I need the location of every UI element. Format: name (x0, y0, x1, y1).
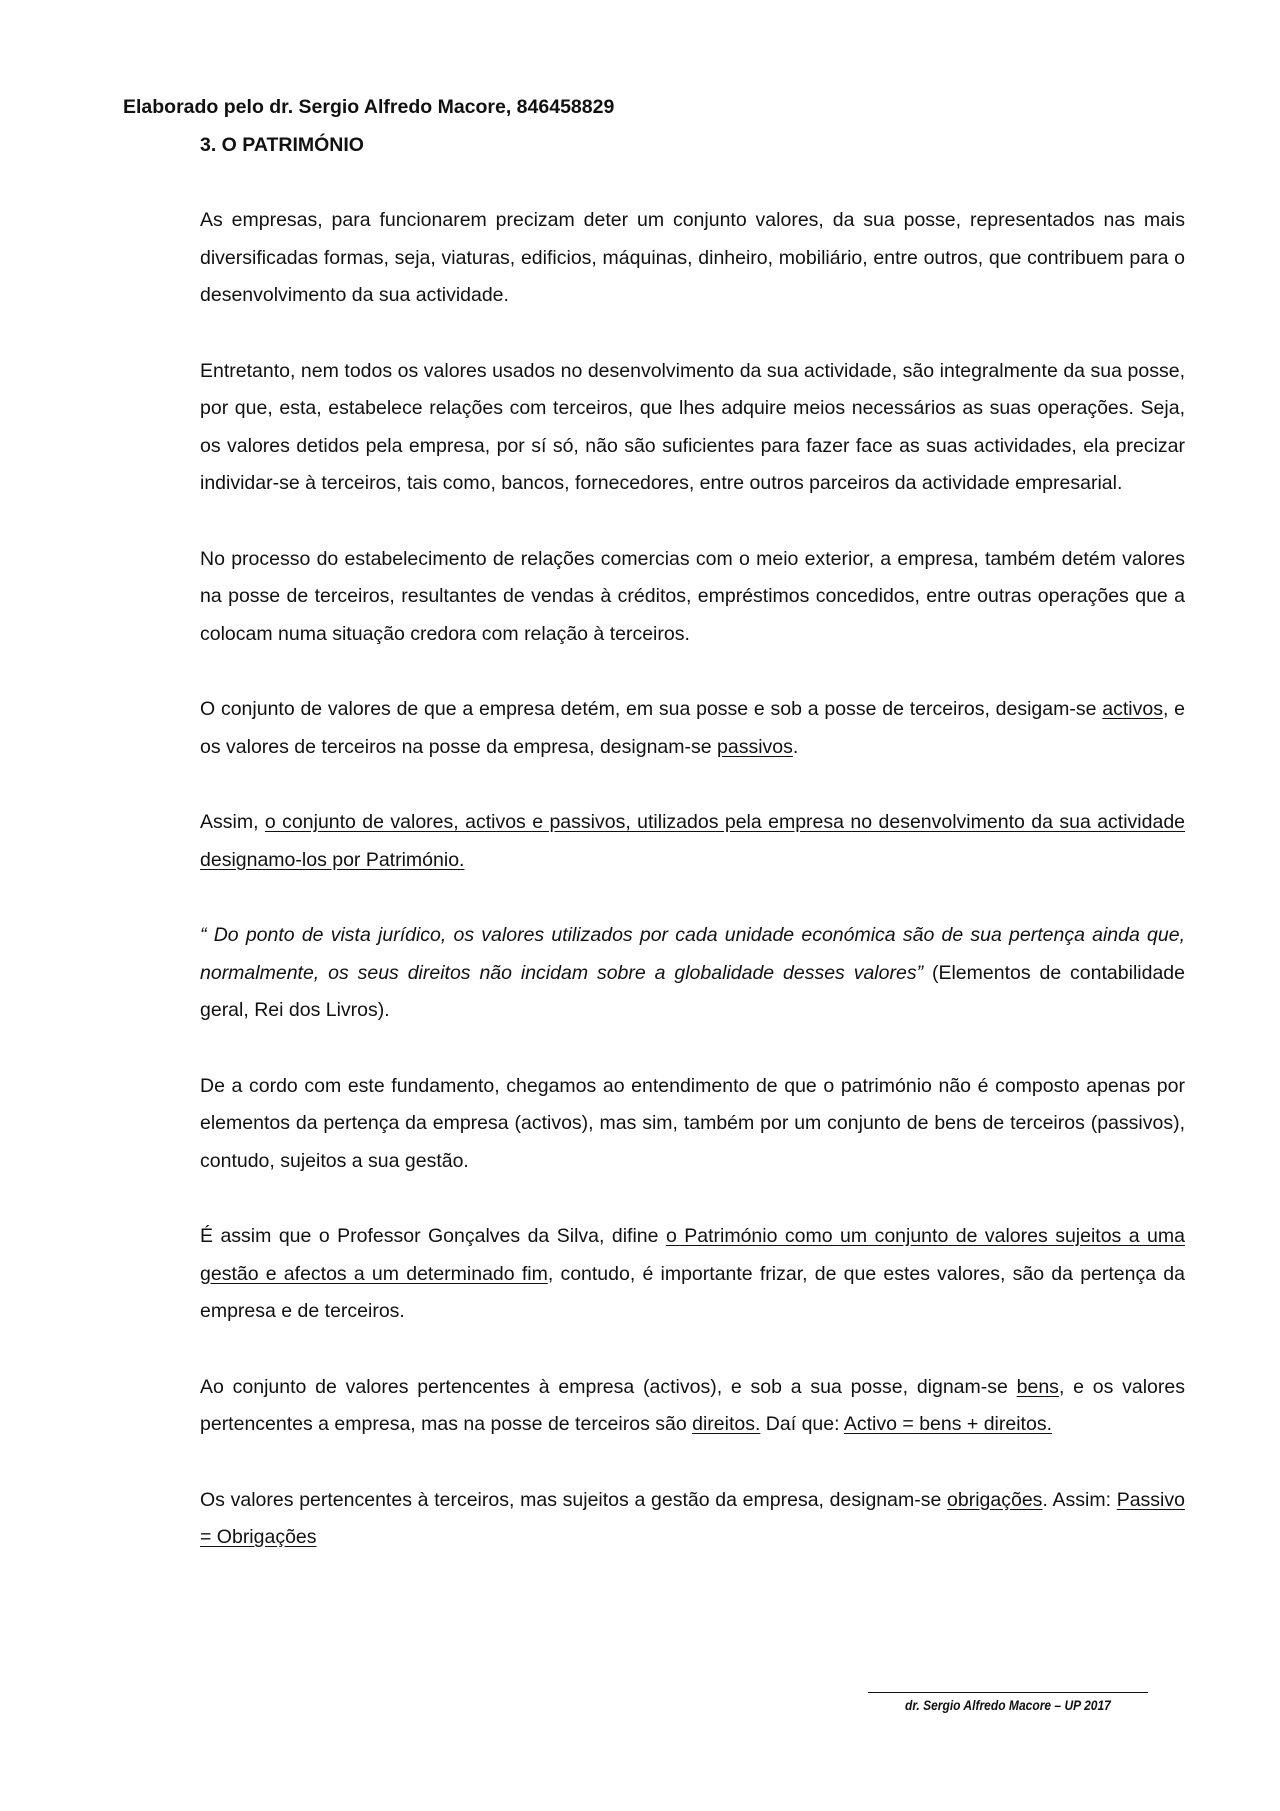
text-run: Assim, (200, 811, 265, 833)
formula-activo: Activo = bens + direitos. (843, 1413, 1052, 1435)
paragraph-7: De a cordo com este fundamento, chegamos ao entendimento de que o património não é composto apenas por elementos da pertença da empresa (activos), mas sim, também por um conjunto de bens de terceiros (passivos), contudo, sujeitos a sua gestão. (200, 1074, 1185, 1172)
text-run: , e os valores de terceiros na posse da empresa, designam-se (200, 698, 1185, 758)
term-direitos: direitos. (692, 1413, 761, 1435)
text-run: Daí que: (760, 1413, 844, 1435)
term-passivos: passivos (717, 735, 793, 758)
term-bens: bens (1016, 1375, 1059, 1398)
paragraph-3: No processo do estabelecimento de relações comercias com o meio exterior, a empresa, também detém valores na posse de terceiros, resultantes de vendas à créditos, empréstimos concedidos, entre outras operações que a colocam numa situação credora com relação à terceiros. (200, 547, 1185, 645)
text-run: , e os valores pertencentes a empresa, mas na posse de terceiros são (200, 1375, 1185, 1435)
text-run: , contudo, é importante frizar, de que estes valores, são da pertença da empresa e de terceiros. (200, 1262, 1185, 1322)
document-body (200, 202, 1185, 1595)
text-run: . (792, 735, 799, 758)
paragraph-8 (200, 1218, 1185, 1331)
definition-patrimonio: o conjunto de valores, activos e passivos, utilizados pela empresa no desenvolvimento da sua actividade designamo-los por Património. (200, 811, 1186, 871)
paragraph-5 (200, 804, 1185, 879)
definition-goncalves: o Património como um conjunto de valores sujeitos a uma gestão e afectos a um determinado fim (200, 1225, 1185, 1285)
term-obrigacoes: obrigações (947, 1488, 1043, 1511)
section-title: 3. O PATRIMÓNIO (200, 134, 364, 156)
quote-source: (Elementos de contabilidade geral, Rei dos Livros). (200, 961, 1185, 1021)
paragraph-2: Entretanto, nem todos os valores usados no desenvolvimento da sua actividade, são integralmente da sua posse, por que, esta, estabelece relações com terceiros, que lhes adquire meios necessários as suas operações. Seja, os valores detidos pela empresa, por sí só, não são suficientes para fazer face as suas actividades, ela precizar individar-se à terceiros, tais como, bancos, fornecedores, entre outros parceiros da actividade empresarial. (200, 359, 1185, 494)
text-run: . Assim: (1042, 1488, 1117, 1511)
paragraph-4 (200, 691, 1185, 766)
paragraph-1: As empresas, para funcionarem precizam deter um conjunto valores, da sua posse, representados nas mais diversificadas formas, seja, viaturas, edificios, máquinas, dinheiro, mobiliário, entre outros, que contribuem para o desenvolvimento da sua actividade. (200, 209, 1185, 306)
paragraph-9 (200, 1369, 1185, 1444)
paragraph-6 (200, 917, 1185, 1030)
text-run: Os valores pertencentes à terceiros, mas sujeitos a gestão da empresa, designam-se (200, 1488, 948, 1511)
text-run: Ao conjunto de valores pertencentes à empresa (activos), e sob a sua posse, dignam-se (200, 1375, 1017, 1398)
footer-signature: dr. Sergio Alfredo Macore – UP 2017 (905, 1697, 1111, 1713)
footer-divider (868, 1692, 1148, 1693)
text-run: É assim que o Professor Gonçalves da Silva, difine (200, 1225, 666, 1247)
paragraph-10 (200, 1482, 1185, 1557)
term-activos: activos (1102, 698, 1163, 720)
author-header: Elaborado pelo dr. Sergio Alfredo Macore, 846458829 (123, 96, 615, 118)
formula-passivo: Passivo = Obrigações (200, 1488, 1185, 1548)
legal-quote: “ Do ponto de vista jurídico, os valores utilizados por cada unidade económica são de sua pertença ainda que, normalmente, os seus direitos não incidam sobre a globalidade desses valores” (200, 924, 1185, 984)
text-run: O conjunto de valores de que a empresa detém, em sua posse e sob a posse de terceiros, desigam-se (200, 698, 1103, 720)
